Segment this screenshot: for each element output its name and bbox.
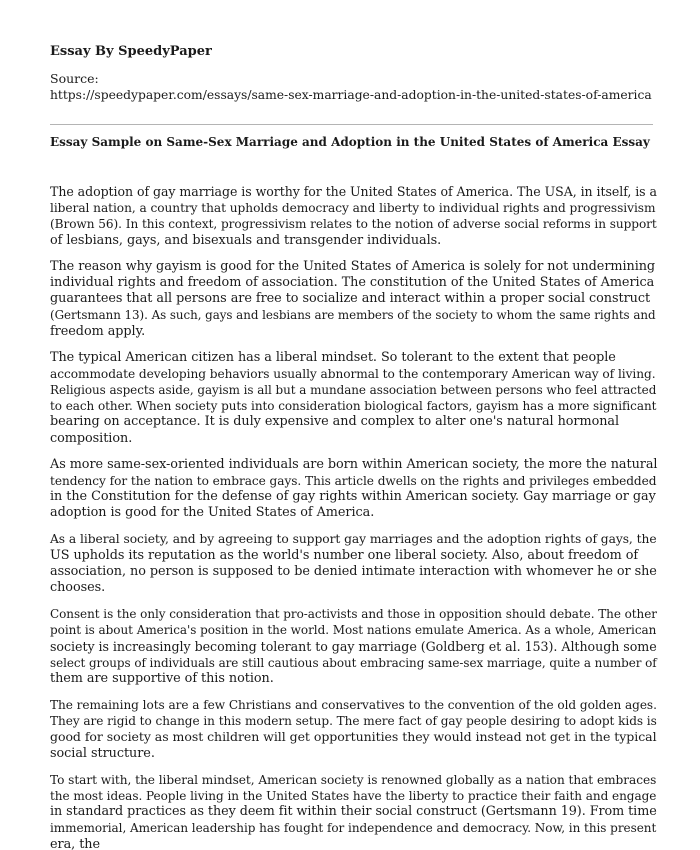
paragraph-line: The reason why gayism is good for the United States of America is solely for not undermining <box>50 258 656 274</box>
paragraph-line: US upholds its reputation as the world's number one liberal society. Also, about freedom of <box>50 547 639 563</box>
source-url: https://speedypaper.com/essays/same-sex-marriage-and-adoption-in-the-united-states-of-america <box>50 88 652 102</box>
essay-paragraph <box>50 259 657 340</box>
paragraph-line: chooses. <box>50 580 106 596</box>
paragraph-line: point is about America's position in the world. Most nations emulate America. As a whole, American <box>50 623 657 638</box>
paragraph-line: freedom apply. <box>50 323 146 339</box>
essay-title: Essay Sample on Same-Sex Marriage and Adoption in the United States of America Essay <box>50 135 650 149</box>
essay-paragraph <box>50 697 657 762</box>
paragraph-line: tendency for the nation to embrace gays. This article dwells on the rights and privileges embedded <box>50 473 657 488</box>
paragraph-line: As a liberal society, and by agreeing to support gay marriages and the adoption rights of gays, the <box>50 532 657 547</box>
paragraph-line: accommodate developing behaviors usually abnormal to the contemporary American way of living. <box>50 366 656 381</box>
paragraph-line: Religious aspects aside, gayism is all but a mundane association between persons who feel attracted <box>50 383 657 398</box>
paragraph-line: them are supportive of this notion. <box>50 670 274 686</box>
paragraph-line: The typical American citizen has a liberal mindset. So tolerant to the extent that people <box>50 349 616 365</box>
paragraph-line: (Gertsmann 13). As such, gays and lesbians are members of the society to whom the same rights and <box>50 308 656 323</box>
paragraph-line: individual rights and freedom of association. The constitution of the United States of America <box>50 274 655 290</box>
essay-body <box>50 184 657 850</box>
paragraph-line: As more same-sex-oriented individuals are born within American society, the more the natural <box>50 456 658 472</box>
paragraph-line: in standard practices as they deem fit within their social construct (Gertsmann 19). From time <box>50 804 657 820</box>
paragraph-line: They are rigid to change in this modern setup. The mere fact of gay people desiring to adopt kids is <box>50 714 657 729</box>
paragraph-line: select groups of individuals are still cautious about embracing same-sex marriage, quite a number of <box>50 655 657 670</box>
paragraph-line: good for society as most children will get opportunities they would instead not get in the typical <box>50 729 657 745</box>
paragraph-line: to each other. When society puts into consideration biological factors, gayism has a more significant <box>50 399 657 414</box>
paragraph-line: bearing on acceptance. It is duly expensive and complex to alter one's natural hormonal <box>50 414 620 430</box>
source-label: Source: <box>50 71 99 86</box>
paragraph-line: Consent is the only consideration that pro-activists and those in opposition should debate. The other <box>50 607 657 622</box>
paragraph-line: immemorial, American leadership has fought for independence and democracy. Now, in this present <box>50 821 657 836</box>
essay-paragraph <box>50 184 657 249</box>
paragraph-line: association, no person is supposed to be denied intimate interaction with whomever he or she <box>50 563 657 579</box>
header-divider <box>50 124 653 125</box>
paragraph-line: of lesbians, gays, and bisexuals and transgender individuals. <box>50 232 442 248</box>
paragraph-line: adoption is good for the United States of America. <box>50 505 375 521</box>
paragraph-line: social structure. <box>50 745 155 761</box>
paragraph-line: guarantees that all persons are free to socialize and interact within a proper social construct <box>50 291 651 307</box>
paragraph-line: era, the <box>50 836 101 850</box>
paragraph-line: society is increasingly becoming tolerant to gay marriage (Goldberg et al. 153). Although some <box>50 638 657 654</box>
essay-paragraph <box>50 772 657 850</box>
paragraph-line: To start with, the liberal mindset, American society is renowned globally as a nation that embraces <box>50 772 657 787</box>
essay-paragraph <box>50 606 657 687</box>
paragraph-line: the most ideas. People living in the United States have the liberty to practice their faith and engage <box>50 788 657 803</box>
essay-paragraph <box>50 531 657 596</box>
paragraph-line: in the Constitution for the defense of gay rights within American society. Gay marriage or gay <box>50 489 656 505</box>
paragraph-line: The remaining lots are a few Christians and conservatives to the convention of the old golden ages. <box>50 698 657 713</box>
essay-paragraph <box>50 350 657 447</box>
paragraph-line: composition. <box>50 430 133 446</box>
paragraph-line: (Brown 56). In this context, progressivism relates to the notion of adverse social reforms in support <box>50 217 657 232</box>
essay-paragraph <box>50 457 657 522</box>
document-header-title: Essay By SpeedyPaper <box>50 44 212 59</box>
paragraph-line: The adoption of gay marriage is worthy for the United States of America. The USA, in itself, is a <box>50 184 657 199</box>
paragraph-line: liberal nation, a country that upholds democracy and liberty to individual rights and progressivism <box>50 201 656 216</box>
